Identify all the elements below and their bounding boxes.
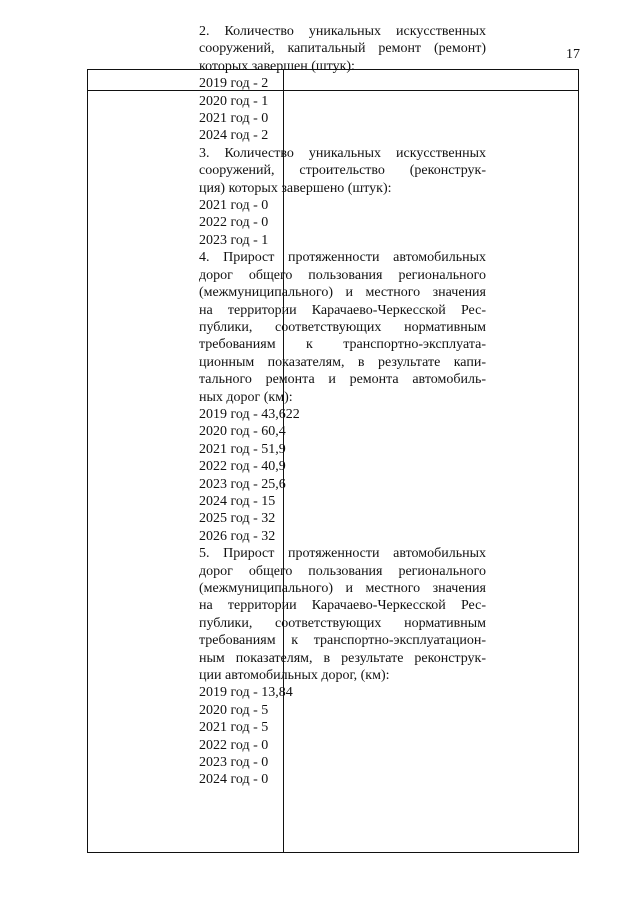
text-line: дорог общего пользования регионального (199, 267, 486, 283)
text-line: 2024 год - 0 (199, 772, 269, 788)
text-line: 2023 год - 0 (199, 755, 269, 771)
text-line: 2026 год - 32 (199, 528, 276, 544)
text-line: 2. Количество уникальных искусственных (199, 24, 486, 39)
page-number: 17 (566, 47, 580, 62)
text-line: ных дорог (км): (199, 389, 293, 405)
text-line: 2022 год - 40,9 (199, 459, 286, 475)
text-line: тального ремонта и ремонта автомобиль- (199, 372, 486, 388)
text-line: 2023 год - 25,6 (199, 476, 286, 492)
text-line: сооружений, капитальный ремонт (ремонт) (199, 41, 486, 57)
text-line: ным показателям, в результате реконструк- (199, 650, 486, 666)
text-line: 2021 год - 51,9 (199, 441, 286, 457)
text-line: 2020 год - 1 (199, 93, 269, 109)
text-line: 2025 год - 32 (199, 511, 276, 527)
text-line: 2019 год - 43,622 (199, 406, 300, 422)
text-line: 2022 год - 0 (199, 215, 269, 231)
text-line: 2024 год - 2 (199, 128, 269, 144)
text-line: 2020 год - 5 (199, 702, 269, 718)
text-line: ционным показателям, в результате капи- (199, 354, 486, 370)
text-line: которых завершен (штук): (199, 58, 355, 74)
text-line: 2021 год - 0 (199, 198, 269, 214)
text-line: ции автомобильных дорог, (км): (199, 668, 390, 684)
text-line: 2024 год - 15 (199, 493, 276, 509)
text-line: ция) которых завершено (штук): (199, 180, 392, 196)
text-line: 3. Количество уникальных искусственных (199, 145, 486, 161)
text-line: (межмуниципального) и местного значения (199, 285, 486, 301)
text-line: 2022 год - 0 (199, 737, 269, 753)
text-line: на территории Карачаево-Черкесской Рес- (199, 598, 486, 614)
text-line: требованиям к транспортно-эксплуата- (199, 337, 486, 353)
text-line: 2019 год - 2 (199, 76, 269, 92)
text-line: 2020 год - 60,4 (199, 424, 286, 440)
text-line: публики, соответствующих нормативным (199, 319, 486, 335)
text-line: 2021 год - 5 (199, 720, 269, 736)
text-line: 2019 год - 13,84 (199, 685, 293, 701)
text-line: на территории Карачаево-Черкесской Рес- (199, 302, 486, 318)
text-line: 4. Прирост протяженности автомобильных (199, 250, 486, 266)
text-line: сооружений, строительство (реконструк- (199, 163, 486, 179)
text-line: (межмуниципального) и местного значения (199, 581, 486, 596)
text-line: публики, соответствующих нормативным (199, 615, 486, 631)
text-line: 2021 год - 0 (199, 111, 269, 127)
table-right-cell (199, 23, 486, 789)
text-line: 5. Прирост протяженности автомобильных (199, 546, 486, 562)
text-line: дорог общего пользования регионального (199, 563, 486, 579)
text-line: 2023 год - 1 (199, 232, 269, 248)
text-line: требованиям к транспортно-эксплуатацион- (199, 633, 486, 649)
